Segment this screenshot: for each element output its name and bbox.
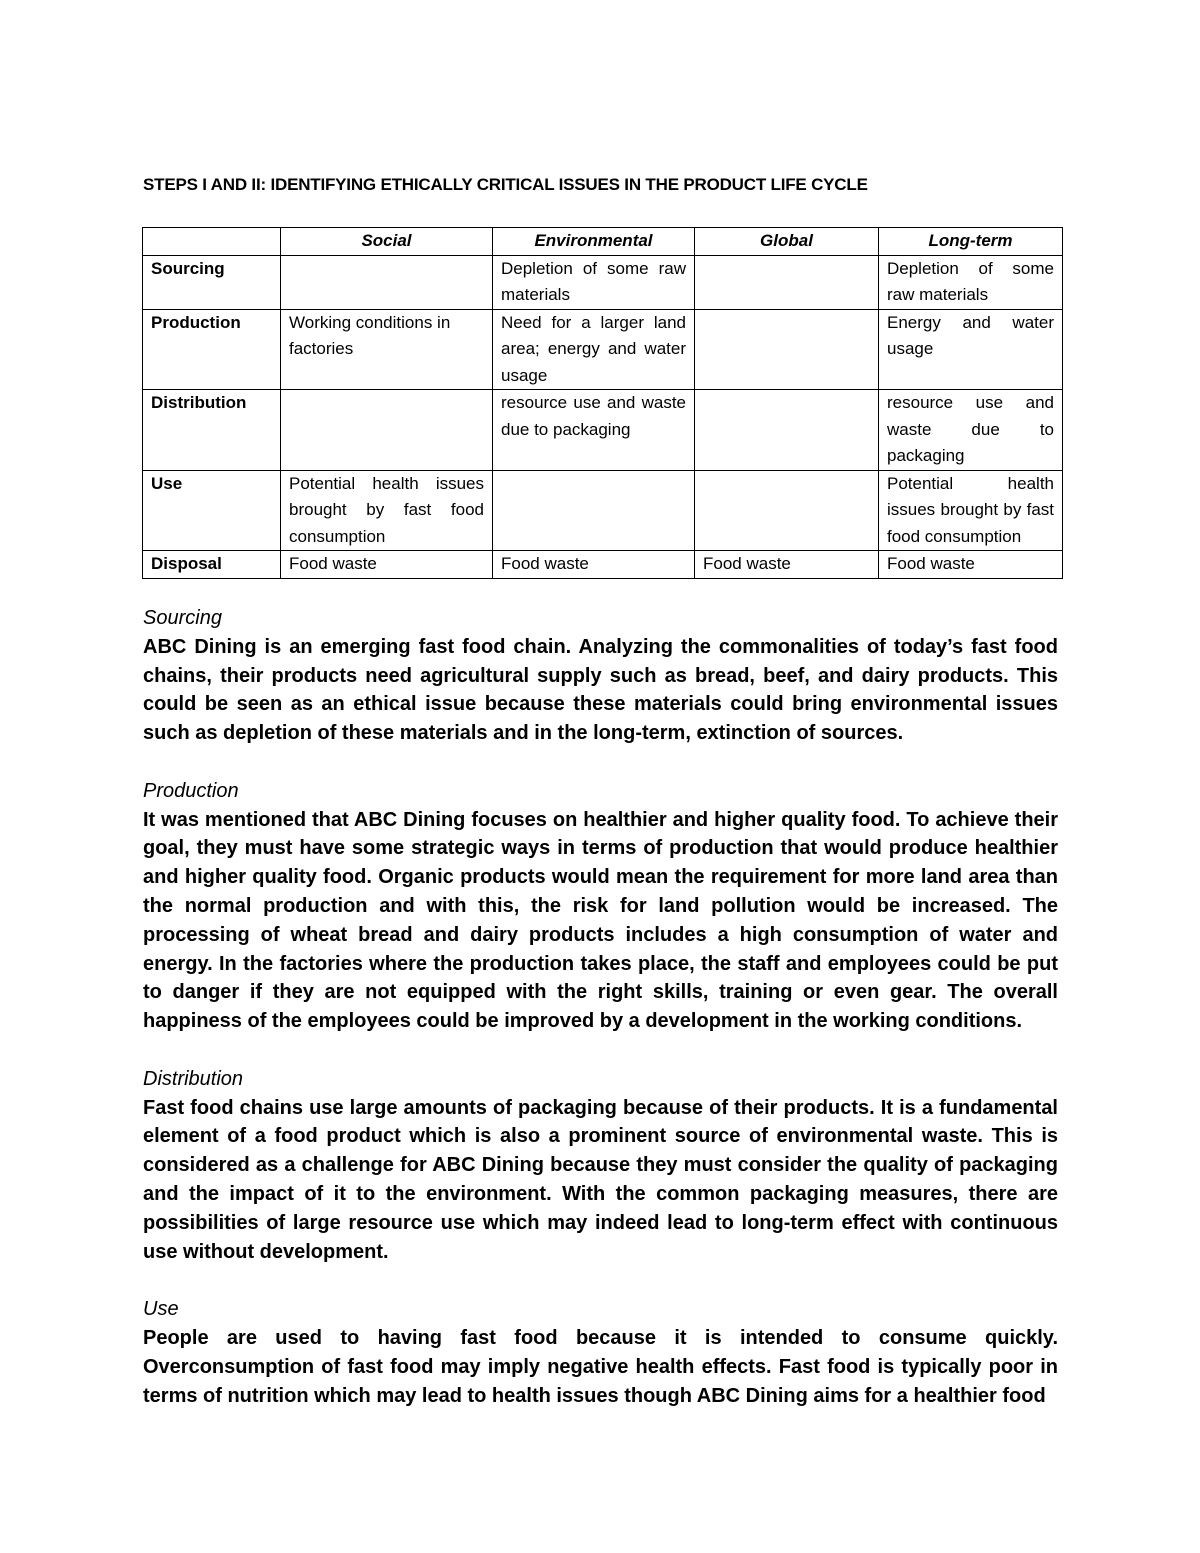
cell-use-long-term: Potential health issues brought by fast food consumption bbox=[879, 470, 1063, 551]
header-environmental: Environmental bbox=[493, 228, 695, 256]
row-label-sourcing: Sourcing bbox=[143, 255, 281, 309]
table-header-row bbox=[143, 228, 1063, 256]
table-row-use bbox=[143, 470, 1063, 551]
header-cell-empty bbox=[143, 228, 281, 256]
cell-sourcing-global bbox=[695, 255, 879, 309]
table-row-distribution bbox=[143, 390, 1063, 471]
section-heading-production: Production bbox=[143, 779, 239, 802]
cell-distribution-long-term: resource use and waste due to packaging bbox=[879, 390, 1063, 471]
row-label-disposal: Disposal bbox=[143, 551, 281, 579]
table-row-sourcing bbox=[143, 255, 1063, 309]
cell-disposal-long-term: Food waste bbox=[879, 551, 1063, 579]
table-row-disposal bbox=[143, 551, 1063, 579]
cell-production-long-term: Energy and water usage bbox=[879, 309, 1063, 390]
cell-production-environmental: Need for a larger land area; energy and water usage bbox=[493, 309, 695, 390]
cell-disposal-global: Food waste bbox=[695, 551, 879, 579]
cell-production-social: Working conditions in factories bbox=[281, 309, 493, 390]
page-title: STEPS I AND II: IDENTIFYING ETHICALLY CRITICAL ISSUES IN THE PRODUCT LIFE CYCLE bbox=[143, 175, 868, 194]
cell-production-global bbox=[695, 309, 879, 390]
row-label-distribution: Distribution bbox=[143, 390, 281, 471]
header-social: Social bbox=[281, 228, 493, 256]
ethical-issues-table bbox=[142, 227, 1063, 579]
cell-distribution-global bbox=[695, 390, 879, 471]
body-text bbox=[143, 604, 1058, 1410]
section-heading-use: Use bbox=[143, 1298, 179, 1321]
row-label-use: Use bbox=[143, 470, 281, 551]
cell-use-global bbox=[695, 470, 879, 551]
section-heading-sourcing: Sourcing bbox=[143, 607, 222, 629]
cell-sourcing-social bbox=[281, 255, 493, 309]
cell-use-social: Potential health issues brought by fast food consumption bbox=[281, 470, 493, 551]
cell-disposal-social: Food waste bbox=[281, 551, 493, 579]
section-heading-distribution: Distribution bbox=[143, 1067, 244, 1090]
cell-sourcing-long-term: Depletion of some raw materials bbox=[879, 255, 1063, 309]
row-label-production: Production bbox=[143, 309, 281, 390]
cell-use-environmental bbox=[493, 470, 695, 551]
header-long-term: Long-term bbox=[879, 228, 1063, 256]
header-global: Global bbox=[695, 228, 879, 256]
cell-distribution-environmental: resource use and waste due to packaging bbox=[493, 390, 695, 471]
paragraph-production: It was mentioned that ABC Dining focuses on healthier and higher quality food. To achieve their goal, they must have some strategic ways in terms of production that would produce healthier and higher quality food. Organic products would mean the requirement for more land area than the normal production and with this, the risk for land pollution would be increased. The processing of wheat bread and dairy products includes a high consumption of water and energy. In the factories where the production takes place, the staff and employees could be put to danger if they are not equipped with the right skills, training or even gear. The overall happiness of the employees could be improved by a development in the working conditions. bbox=[143, 808, 1058, 1033]
cell-distribution-social bbox=[281, 390, 493, 471]
paragraph-use: People are used to having fast food because it is intended to consume quickly. Overconsumption of fast food may imply negative health effects. Fast food is typically poor in terms of nutrition which may lead to health issues though ABC Dining aims for a healthier food bbox=[143, 1326, 1058, 1407]
paragraph-distribution: Fast food chains use large amounts of packaging because of their products. It is a fundamental element of a food product which is also a prominent source of environmental waste. This is considered as a challenge for ABC Dining because they must consider the quality of packaging and the impact of it to the environment. With the common packaging measures, there are possibilities of large resource use which may indeed lead to long-term effect with continuous use without development. bbox=[143, 1096, 1058, 1263]
cell-disposal-environmental: Food waste bbox=[493, 551, 695, 579]
paragraph-sourcing: ABC Dining is an emerging fast food chain. Analyzing the commonalities of today’s fast food chains, their products need agricultural supply such as bread, beef, and dairy products. This could be seen as an ethical issue because these materials could bring environmental issues such as depletion of these materials and in the long-term, extinction of sources. bbox=[143, 635, 1058, 745]
cell-sourcing-environmental: Depletion of some raw materials bbox=[493, 255, 695, 309]
table-row-production bbox=[143, 309, 1063, 390]
